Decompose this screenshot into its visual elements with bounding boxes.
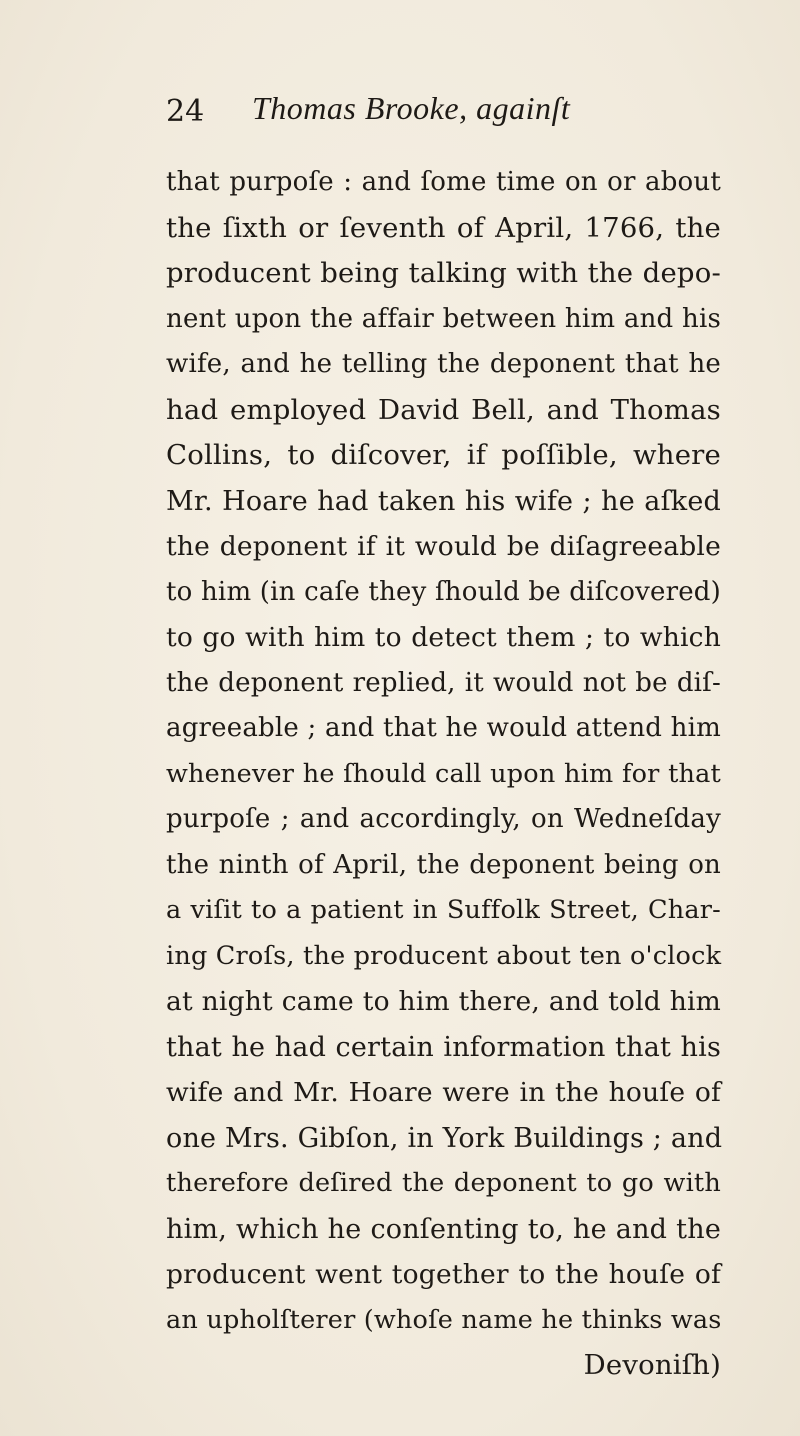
page-header	[166, 86, 686, 136]
text-line: to go with him to detect them ; to which	[166, 622, 721, 653]
text-line: one Mrs. Gibſon, in York Buildings ; and	[166, 1122, 723, 1154]
text-line: an upholſterer (whoſe name he thinks was	[166, 1304, 722, 1335]
text-line: purpoſe ; and accordingly, on Wedneſday	[166, 804, 721, 834]
text-line: agreeable ; and that he would attend him	[166, 713, 721, 743]
text-line: to him (in caſe they ſhould be diſcovered)	[166, 576, 721, 607]
text-line: at night came to him there, and told him	[166, 986, 721, 1017]
catchword-line: Devoniſh)	[583, 1349, 721, 1381]
text-line: wife and Mr. Hoare were in the houſe of	[166, 1077, 721, 1108]
text-line: ing Croſs, the producent about ten o'clock	[166, 940, 722, 971]
text-line: that purpoſe : and ſome time on or about	[166, 167, 721, 197]
text-line: Mr. Hoare had taken his wife ; he aſked	[166, 485, 721, 517]
text-line: that he had certain information that his	[166, 1031, 721, 1063]
text-line: him, which he conſenting to, he and the	[166, 1213, 721, 1245]
text-line: wife, and he telling the deponent that he	[166, 349, 721, 379]
text-line: nent upon the affair between him and his	[166, 303, 721, 334]
text-line: a viſit to a patient in Suffolk Street, Char-	[166, 895, 721, 925]
text-line: producent went together to the houſe of	[166, 1259, 721, 1290]
text-line: the ſixth or ſeventh of April, 1766, the	[166, 211, 721, 244]
text-line: the deponent replied, it would not be diſ-	[166, 667, 721, 698]
running-head: Thomas Brooke, againſt	[252, 90, 571, 126]
body-text	[166, 160, 721, 1389]
text-line: had employed David Bell, and Thomas	[166, 393, 721, 426]
text-line: whenever he ſhould call upon him for that	[166, 758, 721, 789]
text-line: the deponent if it would be diſagreeable	[166, 531, 721, 562]
text-line: the ninth of April, the deponent being on	[166, 849, 721, 880]
text-line: Collins, to diſcover, if poſſible, where	[166, 439, 721, 471]
text-line: therefore deſired the deponent to go with	[166, 1168, 721, 1198]
text-line: producent being talking with the depo-	[166, 257, 721, 289]
page-number: 24	[166, 94, 205, 129]
